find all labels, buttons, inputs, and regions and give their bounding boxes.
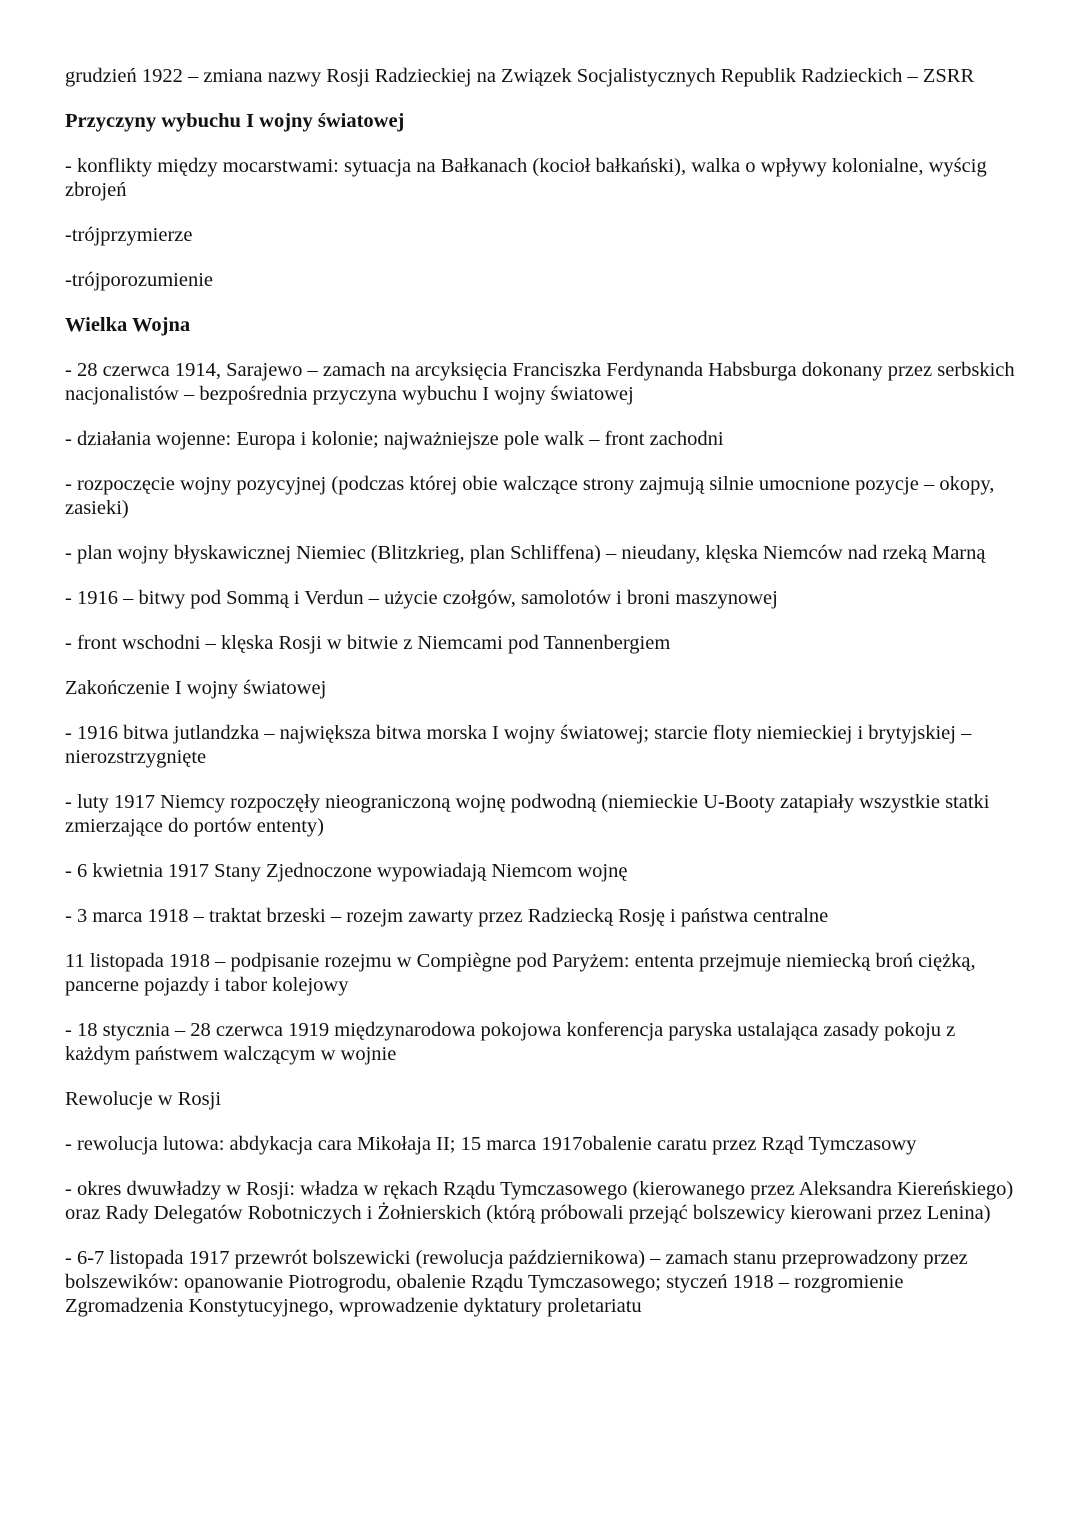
paragraph-konflikty: - konflikty między mocarstwami: sytuacja na Bałkanach (kocioł bałkański), walka o wpływy kolonialne, wyścig zbrojeń (65, 155, 987, 201)
paragraph-trojprzymierze: -trójprzymierze (65, 224, 193, 246)
paragraph-dwuwladza: - okres dwuwładzy w Rosji: władza w rękach Rządu Tymczasowego (kierowanego przez Aleksandra Kiereńskiego) oraz Rady Delegatów Robotniczych i Żołnierskich (którą próbowali przejąć bolszewicy kierowani przez Lenina) (65, 1178, 1014, 1224)
heading-wielka-wojna: Wielka Wojna (65, 314, 191, 336)
section-title-zakonczenie: Zakończenie I wojny światowej (65, 677, 327, 699)
paragraph-front-wschodni: - front wschodni – klęska Rosji w bitwie z Niemcami pod Tannenbergiem (65, 632, 671, 654)
paragraph-wojna-pozycyjna: - rozpoczęcie wojny pozycyjnej (podczas której obie walczące strony zajmują silnie umocnione pozycje – okopy, zasieki) (65, 473, 995, 519)
heading-przyczyny: Przyczyny wybuchu I wojny światowej (65, 110, 405, 132)
paragraph-blitzkrieg: - plan wojny błyskawicznej Niemiec (Blitzkrieg, plan Schliffena) – nieudany, klęska Niemców nad rzeką Marną (65, 542, 986, 564)
section-title-rewolucje: Rewolucje w Rosji (65, 1088, 222, 1110)
paragraph-zsrr: grudzień 1922 – zmiana nazwy Rosji Radzieckiej na Związek Socjalistycznych Republik Radzieckich – ZSRR (65, 65, 975, 87)
paragraph-trojporozumienie: -trójporozumienie (65, 269, 214, 291)
paragraph-przewrot: - 6-7 listopada 1917 przewrót bolszewicki (rewolucja październikowa) – zamach stanu przeprowadzony przez bolszewików: opanowanie Piotrogrodu, obalenie Rządu Tymczasowego; styczeń 1918 – rozgromienie Zgromadzenia Konstytucyjnego, wprowadzenie dyktatury proletariatu (65, 1247, 968, 1317)
paragraph-jutlandia: - 1916 bitwa jutlandzka – największa bitwa morska I wojny światowej; starcie floty niemieckiej i brytyjskiej – nierozstrzygnięte (65, 722, 972, 768)
paragraph-somma-verdun: - 1916 – bitwy pod Sommą i Verdun – użycie czołgów, samolotów i broni maszynowej (65, 587, 778, 609)
paragraph-traktat-brzeski: - 3 marca 1918 – traktat brzeski – rozejm zawarty przez Radziecką Rosję i państwa centralne (65, 905, 829, 927)
paragraph-konferencja: - 18 stycznia – 28 czerwca 1919 międzynarodowa pokojowa konferencja paryska ustalająca zasady pokoju z każdym państwem walczącym w wojnie (65, 1019, 956, 1065)
paragraph-rewolucja-lutowa: - rewolucja lutowa: abdykacja cara Mikołaja II; 15 marca 1917obalenie caratu przez Rząd Tymczasowy (65, 1133, 917, 1155)
document-page (65, 64, 1025, 1339)
paragraph-dzialania: - działania wojenne: Europa i kolonie; najważniejsze pole walk – front zachodni (65, 428, 724, 450)
paragraph-sarajewo: - 28 czerwca 1914, Sarajewo – zamach na arcyksięcia Franciszka Ferdynanda Habsburga dokonany przez serbskich nacjonalistów – bezpośrednia przyczyna wybuchu I wojny światowej (65, 359, 1015, 405)
paragraph-usa: - 6 kwietnia 1917 Stany Zjednoczone wypowiadają Niemcom wojnę (65, 860, 628, 882)
paragraph-compiegne: 11 listopada 1918 – podpisanie rozejmu w Compiègne pod Paryżem: ententa przejmuje niemiecką broń ciężką, pancerne pojazdy i tabor kolejowy (65, 950, 976, 996)
paragraph-wojna-podwodna: - luty 1917 Niemcy rozpoczęły nieograniczoną wojnę podwodną (niemieckie U-Booty zatapiały wszystkie statki zmierzające do portów ententy) (65, 791, 990, 837)
